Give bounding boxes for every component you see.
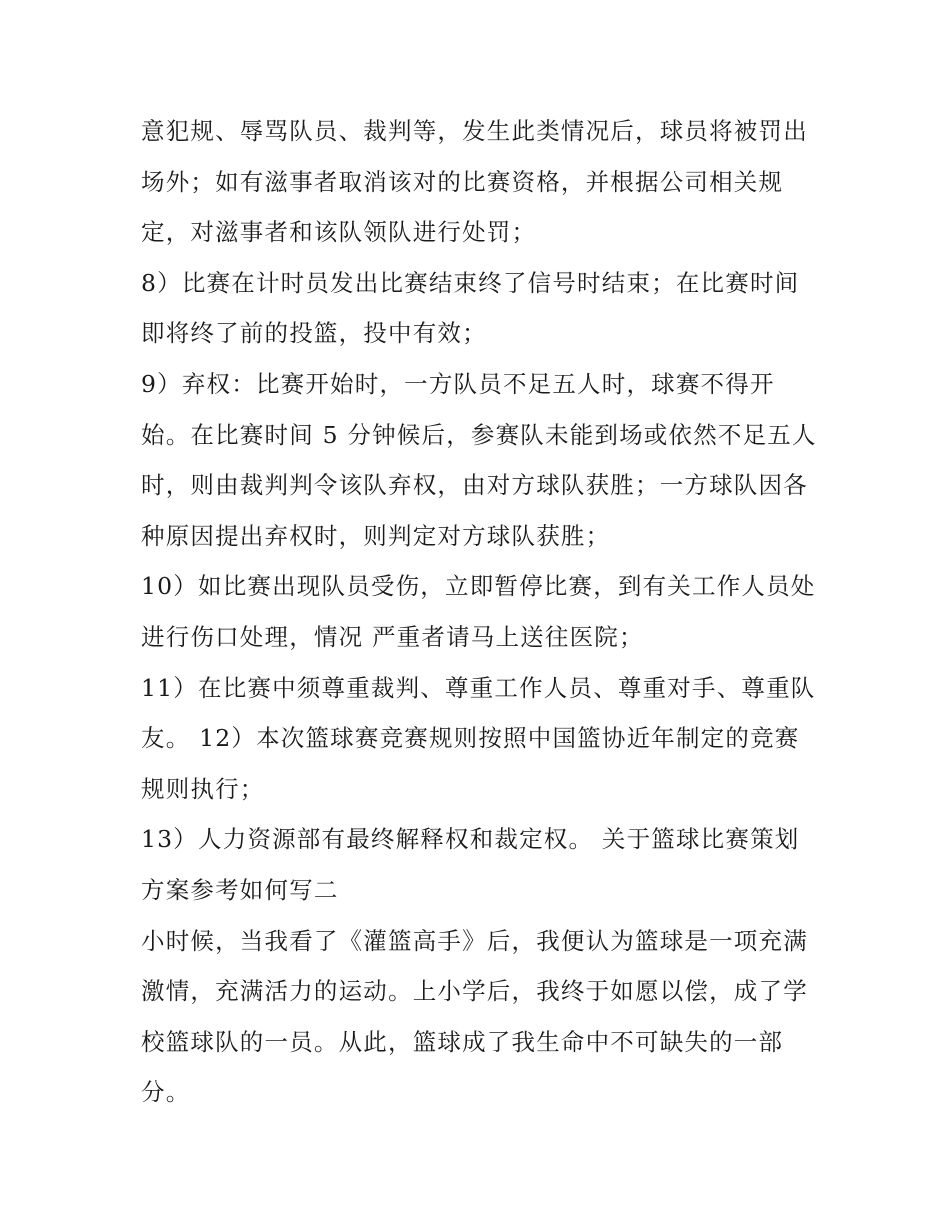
text-line: 激情，充满活力的运动。上小学后，我终于如愿以偿，成了学 — [141, 977, 808, 1005]
text-line: 场外；如有滋事者取消该对的比赛资格，并根据公司相关规 — [141, 168, 784, 196]
text-line: 友。 12）本次篮球赛竞赛规则按照中国篮协近年制定的竞赛 — [141, 724, 800, 752]
text-line: 定，对滋事者和该队领队进行处罚； — [141, 218, 537, 246]
text-line: 时，则由裁判判令该队弃权，由对方球队获胜；一方球队因各 — [141, 471, 808, 499]
text-line: 9）弃权：比赛开始时，一方队员不足五人时，球赛不得开 — [141, 370, 775, 398]
text-line: 方案参考如何写二 — [141, 876, 339, 904]
text-line: 13）人力资源部有最终解释权和裁定权。 关于篮球比赛策划 — [141, 825, 800, 853]
text-line: 意犯规、辱骂队员、裁判等，发生此类情况后，球员将被罚出 — [141, 117, 808, 145]
text-line: 分。 — [141, 1078, 191, 1106]
text-line: 校篮球队的一员。从此，篮球成了我生命中不可缺失的一部 — [141, 1028, 784, 1056]
text-line: 8）比赛在计时员发出比赛结束终了信号时结束；在比赛时间 — [141, 269, 800, 297]
text-line: 小时候，当我看了《灌篮高手》后，我便认为篮球是一项充满 — [141, 927, 808, 955]
text-line: 规则执行； — [141, 775, 265, 803]
text-line: 种原因提出弃权时，则判定对方球队获胜； — [141, 522, 611, 550]
text-line: 始。在比赛时间 5 分钟候后，参赛队未能到场或依然不足五人 — [141, 421, 817, 449]
text-line: 进行伤口处理，情况 严重者请马上送往医院； — [141, 623, 644, 651]
text-line: 即将终了前的投篮，投中有效； — [141, 319, 487, 347]
text-line: 11）在比赛中须尊重裁判、尊重工作人员、尊重对手、尊重队 — [141, 674, 816, 702]
text-line: 10）如比赛出现队员受伤，立即暂停比赛，到有关工作人员处 — [141, 572, 816, 600]
